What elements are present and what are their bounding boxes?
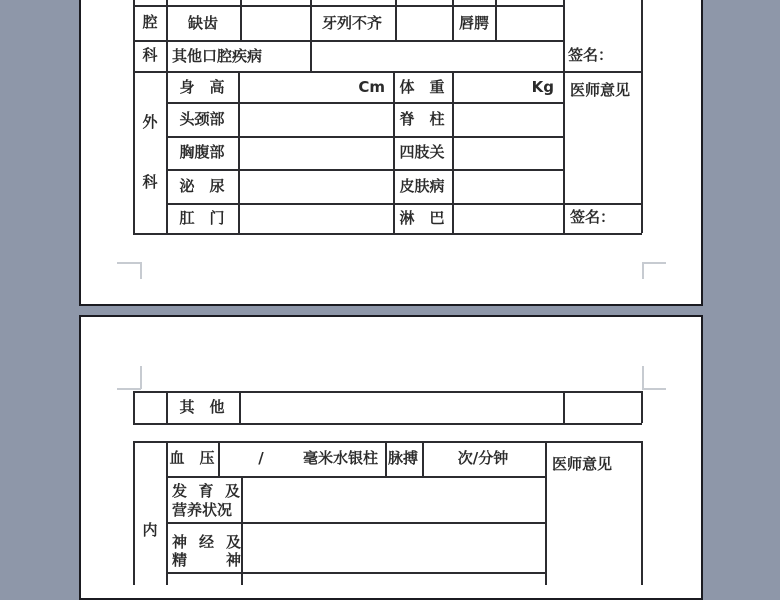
dept-oral-char-2: 科 [142,46,158,64]
dept-oral-char-1: 腔 [142,13,158,31]
label-anus: 肛 门 [179,209,225,227]
table-line [133,0,135,233]
label-doctor-opinion-2: 医师意见 [552,455,613,473]
cell-chest-abdomen-value[interactable] [238,136,393,169]
cell-blood-pressure-value[interactable] [218,441,385,476]
cell-anus-value[interactable] [238,203,393,233]
label-nerve-line2 [172,551,241,569]
margin-mark [117,388,141,390]
margin-mark [117,262,141,264]
label-development-char: 及 [224,482,240,500]
dept-internal-char: 内 [142,521,158,539]
table-line [166,0,168,233]
label-blood-pressure: 血 压 [169,449,215,467]
cell-doctor-opinion-area-2[interactable] [545,441,641,585]
cell-doctor-opinion-area[interactable] [563,71,641,203]
label-weight-unit: Kg [531,78,554,96]
label-spine: 脊 柱 [399,110,445,128]
label-weight: 体 重 [399,78,445,96]
cell-oral-signature-area[interactable] [563,0,641,71]
label-nerve-char: 精 [172,551,188,569]
table-line [166,441,168,585]
label-nerve-char: 神 [225,551,241,569]
table-line [133,441,135,585]
label-other-oral: 其他口腔疾病 [172,47,263,65]
label-pulse-unit: 次/分钟 [457,449,509,467]
label-missing-teeth: 缺齿 [187,14,219,32]
margin-mark [140,366,142,389]
margin-mark [642,388,666,390]
margin-mark [140,262,142,279]
cell-height-value[interactable] [238,71,393,102]
cell-other-oral-value[interactable] [310,40,563,71]
label-urinary: 泌 尿 [179,177,225,195]
label-nerve-char: 经 [198,533,214,551]
label-sign-oral: 签名： [568,46,614,64]
label-nerve-line1 [172,533,241,551]
table-line [166,572,545,574]
label-development-char: 发 [172,482,188,500]
label-development-line2: 营养状况 [172,501,233,519]
dept-surgery-char-2: 科 [142,173,158,191]
label-bp-slash: / [258,449,264,467]
label-doctor-opinion: 医师意见 [570,81,631,99]
cell-lymph-value[interactable] [452,203,563,233]
table-line [166,391,168,423]
table-line [133,423,642,425]
cell-other-value[interactable] [239,391,563,423]
cell-development-value[interactable] [241,476,545,522]
label-lymph: 淋 巴 [399,209,445,227]
cell-misaligned-teeth-value[interactable] [395,5,452,40]
table-line [641,391,643,423]
cell-other-right[interactable] [563,391,641,423]
label-sign-surgery: 签名： [570,208,616,226]
margin-mark [642,262,666,264]
label-nerve-char: 及 [225,533,241,551]
table-line [385,441,387,476]
table-line [641,441,643,585]
cell-lip-palate-value[interactable] [495,5,563,40]
margin-mark [642,262,644,279]
table-line [393,71,395,233]
label-nerve-char: 神 [172,533,188,551]
label-head-neck: 头颈部 [179,110,225,128]
dept-surgery-char-1: 外 [142,113,158,131]
label-pulse: 脉搏 [387,449,419,467]
cell-surgery-signature-area[interactable] [563,203,641,233]
cell-spine-value[interactable] [452,102,563,136]
label-bp-unit: 毫米水银柱 [302,449,378,467]
cell-head-neck-value[interactable] [238,102,393,136]
label-development-char: 育 [198,482,214,500]
cell-limb-joints-value[interactable] [452,136,563,169]
label-height: 身 高 [179,78,225,96]
cell-missing-teeth-value[interactable] [240,5,310,40]
cell-weight-value[interactable] [452,71,563,102]
margin-mark [642,366,644,389]
table-line [133,233,642,235]
label-other: 其 他 [179,398,225,416]
label-development-line1 [172,482,240,500]
cell-other-left[interactable] [133,391,166,423]
table-line [641,0,643,233]
cell-pulse-value[interactable] [422,441,545,476]
label-misaligned-teeth: 牙列不齐 [321,14,383,32]
label-height-unit: Cm [358,78,385,96]
label-skin-disease: 皮肤病 [399,177,445,195]
cell-urinary-value[interactable] [238,169,393,203]
cell-nerve-value[interactable] [241,522,545,572]
cell-skin-disease-value[interactable] [452,169,563,203]
label-limb-joints: 四肢关 [399,143,445,161]
label-chest-abdomen: 胸腹部 [179,143,225,161]
label-lip-palate: 唇腭 [458,14,490,32]
